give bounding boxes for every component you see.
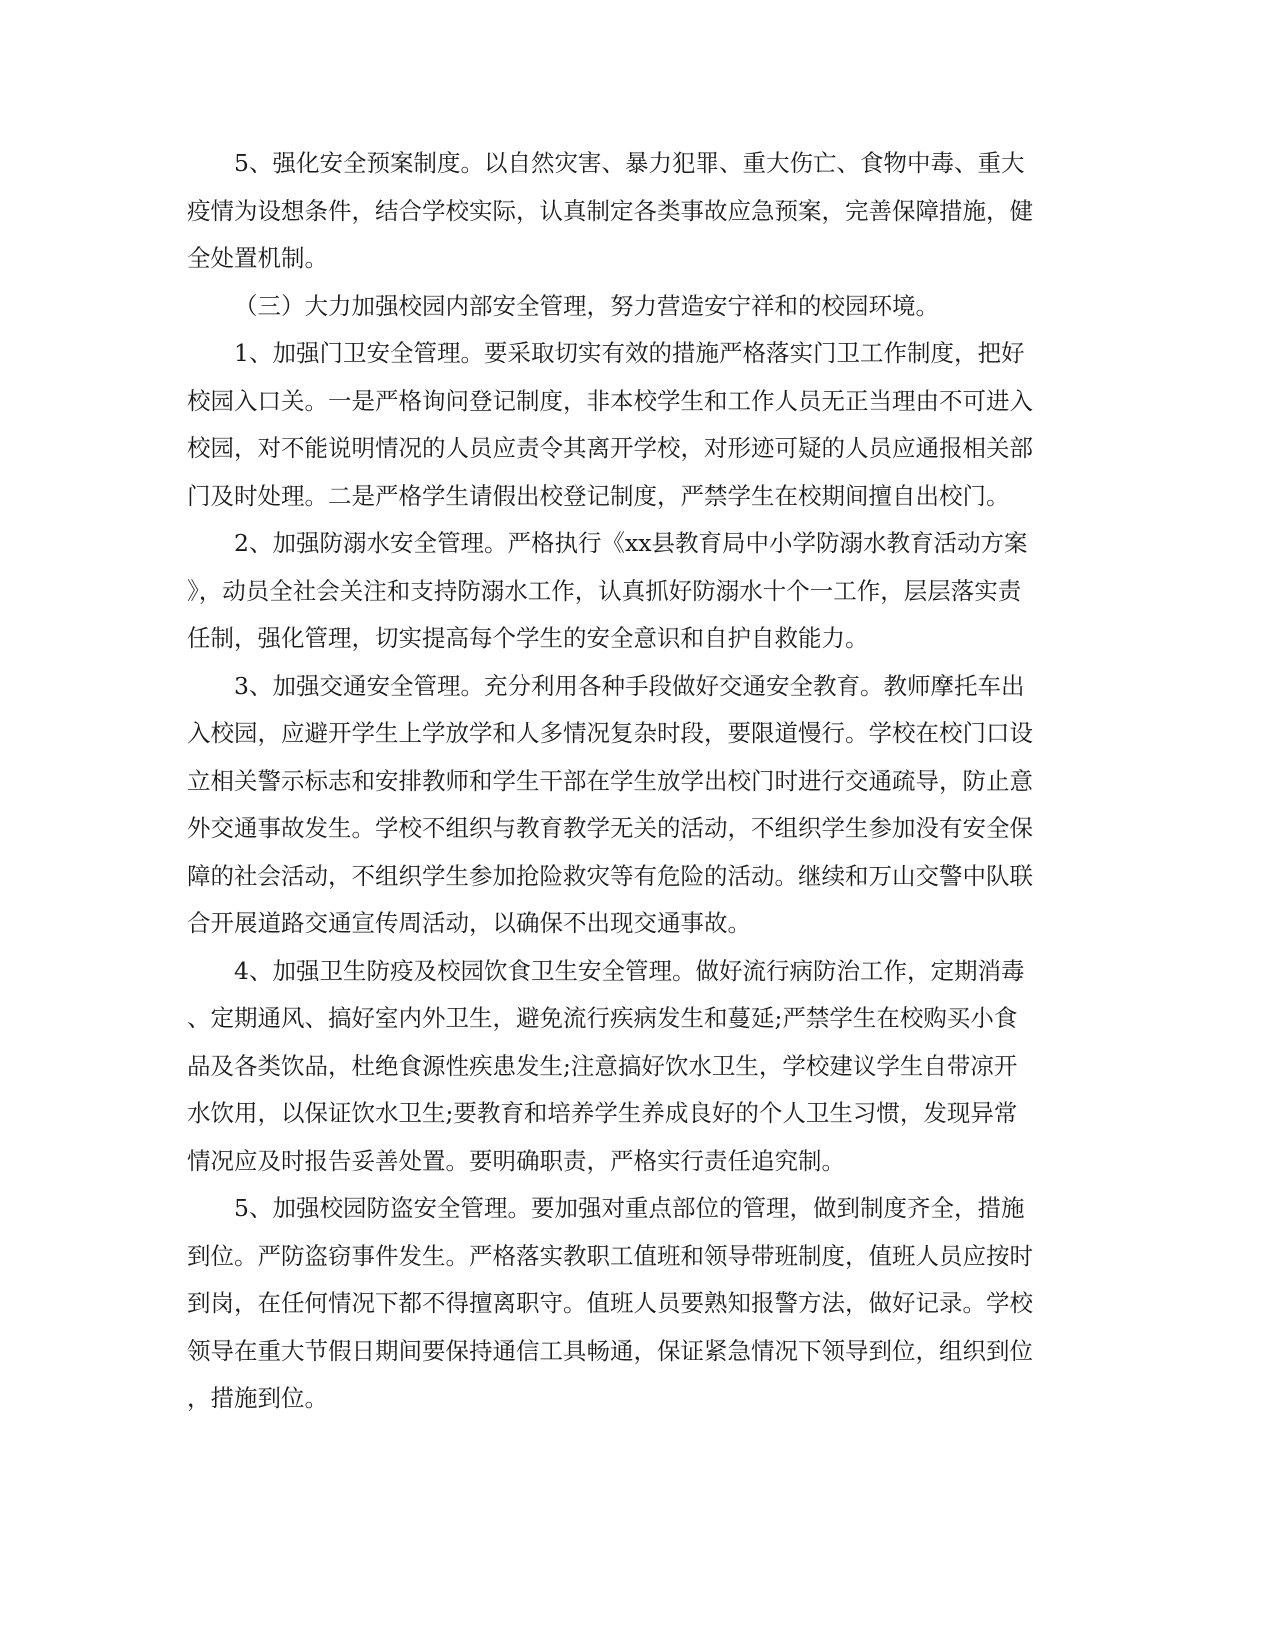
paragraph-line: 外交通事故发生。学校不组织与教育教学无关的活动，不组织学生参加没有安全保 <box>187 814 1033 842</box>
paragraph-line: 校园入口关。一是严格询问登记制度，非本校学生和工作人员无正当理由不可进入 <box>187 386 1033 415</box>
paragraph-line: 校园，对不能说明情况的人员应责令其离开学校，对形迹可疑的人员应通报相关部 <box>187 434 1033 462</box>
paragraph-first-line: 5、加强校园防盗安全管理。要加强对重点部位的管理，做到制度齐全，措施 <box>234 1194 1025 1222</box>
paragraph-line: 疫情为设想条件，结合学校实际，认真制定各类事故应急预案，完善保障措施，健 <box>187 196 1033 225</box>
paragraph-line: ，措施到位。 <box>187 1384 328 1412</box>
paragraph-first-line: 1、加强门卫安全管理。要采取切实有效的措施严格落实门卫工作制度，把好 <box>234 339 1025 367</box>
paragraph-line: 障的社会活动，不组织学生参加抢险救灾等有危险的活动。继续和万山交警中队联 <box>187 861 1033 890</box>
paragraph-line: 到位。严防盗窃事件发生。严格落实教职工值班和领导带班制度，值班人员应按时 <box>187 1241 1033 1270</box>
paragraph-line: 门及时处理。二是严格学生请假出校登记制度，严禁学生在校期间擅自出校门。 <box>187 481 1010 510</box>
paragraph-first-line: （三）大力加强校园内部安全管理，努力营造安宁祥和的校园环境。 <box>234 291 939 320</box>
paragraph-first-line: 2、加强防溺水安全管理。严格执行《xx县教育局中小学防溺水教育活动方案 <box>234 529 1028 557</box>
paragraph-line: 任制，强化管理，切实提高每个学生的安全意识和自护自救能力。 <box>187 624 869 652</box>
paragraph-line: 合开展道路交通宣传周活动，以确保不出现交通事故。 <box>187 909 751 937</box>
paragraph-line: 立相关警示标志和安排教师和学生干部在学生放学出校门时进行交通疏导，防止意 <box>187 766 1033 795</box>
paragraph-line: 水饮用，以保证饮水卫生;要教育和培养学生养成良好的个人卫生习惯，发现异常 <box>187 1099 1018 1127</box>
paragraph-line: 、定期通风、搞好室内外卫生，避免流行疾病发生和蔓延;严禁学生在校购买小食 <box>187 1004 1018 1032</box>
paragraph-first-line: 5、强化安全预案制度。以自然灾害、暴力犯罪、重大伤亡、食物中毒、重大 <box>234 149 1025 177</box>
paragraph-first-line: 4、加强卫生防疫及校园饮食卫生安全管理。做好流行病防治工作，定期消毒 <box>234 956 1025 985</box>
paragraph-line: 》，动员全社会关注和支持防溺水工作，认真抓好防溺水十个一工作，层层落实责 <box>187 576 1022 605</box>
paragraph-line: 品及各类饮品，杜绝食源性疾患发生;注意搞好饮水卫生，学校建议学生自带凉开 <box>187 1051 1018 1080</box>
paragraph-first-line: 3、加强交通安全管理。充分利用各种手段做好交通安全教育。教师摩托车出 <box>234 671 1025 700</box>
paragraph-line: 领导在重大节假日期间要保持通信工具畅通，保证紧急情况下领导到位，组织到位 <box>187 1336 1033 1365</box>
document-body <box>187 140 1087 1423</box>
paragraph-line: 情况应及时报告妥善处置。要明确职责，严格实行责任追究制。 <box>187 1146 845 1175</box>
paragraph-line: 入校园，应避开学生上学放学和人多情况复杂时段，要限道慢行。学校在校门口设 <box>187 719 1033 747</box>
paragraph-line: 到岗，在任何情况下都不得擅离职守。值班人员要熟知报警方法，做好记录。学校 <box>187 1289 1033 1317</box>
paragraph-line: 全处置机制。 <box>187 244 328 272</box>
